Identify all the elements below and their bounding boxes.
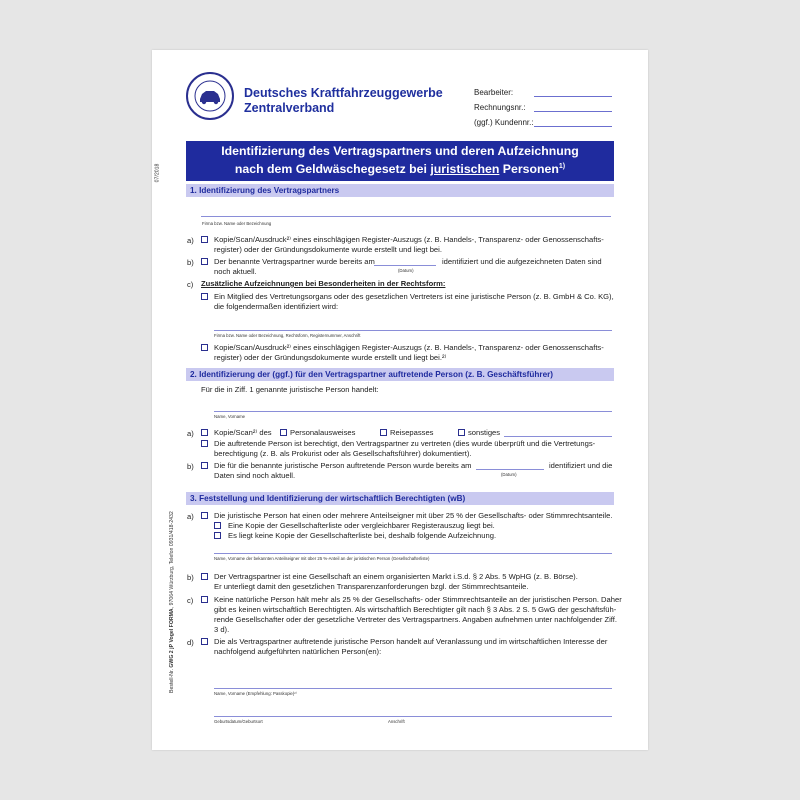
s1-b-letter: b) [187, 258, 194, 267]
s1-a-letter: a) [187, 236, 194, 245]
sonstiges-checkbox[interactable] [458, 429, 465, 436]
s3-d-label2: Geburtsdatum/Geburtsort [214, 719, 263, 724]
s2-opt-sonstiges: sonstiges [468, 428, 501, 437]
s3-a-label: Name, Vorname der bekannten Anteilseigner mit über 25 %-Anteil an der juristischen Person (Gesellschafterliste) [214, 556, 430, 561]
s2-a-letter: a) [187, 429, 194, 438]
s3-d-checkbox[interactable] [201, 638, 208, 645]
s3-a-text: Die juristische Person hat einen oder mehrere Anteilseigner mit über 25 % der Gesellschafts- oder Stimmrechtsanteile. [214, 511, 613, 520]
bearbeiter-label: Bearbeiter: [474, 88, 514, 97]
s3-c-text2: gibt es keinen wirtschaftlich Berechtigten. Als wirtschaftlich Berechtigter gilt nach § 3 Abs. 2 S. 5 GwG der geschäftsfüh- [214, 605, 617, 614]
reisepass-checkbox[interactable] [380, 429, 387, 436]
sonstiges-field[interactable] [504, 436, 612, 437]
rechnungsnr-field[interactable] [534, 111, 612, 112]
zdk-seal-logo [186, 72, 234, 120]
form-sheet [152, 50, 648, 750]
s2-intro: Für die in Ziff. 1 genannte juristische Person handelt: [201, 385, 379, 394]
firma-label: Firma bzw. Name oder Bezeichnung [202, 221, 272, 226]
s3-d-text1: Die als Vertragspartner auftretende juristische Person handelt auf Veranlassung und im wirtschaftlichen Interesse der [214, 637, 608, 646]
form-title-banner [186, 141, 614, 181]
s1-c1-label: Firma bzw. Name oder Bezeichnung, Rechtsform, Registernummer, Anschrift [214, 333, 361, 338]
s1-b-datum-label: (Datum) [398, 268, 414, 273]
s3-a-field[interactable] [214, 553, 612, 554]
s1-b-date-field[interactable] [374, 265, 436, 266]
s1-c2-checkbox[interactable] [201, 344, 208, 351]
s3-b-letter: b) [187, 573, 194, 582]
order-number-sidebar: Bestell-Nr. GWG 2 jP Vogel FORMA, 97064 Würzburg, Telefon 0931/418-2432 [169, 511, 175, 693]
s1-b-text1: Der benannte Vertragspartner wurde bereits am [214, 257, 375, 266]
org-name [244, 86, 443, 116]
s1-c1-field[interactable] [214, 330, 612, 331]
s3-b-checkbox[interactable] [201, 573, 208, 580]
s2-b-date-field[interactable] [476, 469, 544, 470]
s2-b-text1b: identifiziert und die [549, 461, 613, 470]
s1-a-text1: Kopie/Scan/Ausdruck²⁾ eines einschlägigen Register-Auszugs (z. B. Handels-, Transparenz- oder Genossenschafts- [214, 235, 604, 244]
s3-c-checkbox[interactable] [201, 596, 208, 603]
s2-opt-reisepass: Reisepasses [390, 428, 434, 437]
s2-a2-text1: Die auftretende Person ist berechtigt, den Vertragspartner zu vertreten (dies wurde überprüft und die Vertretungs- [214, 439, 596, 448]
s3-d-text2: nachfolgend aufgeführten natürlichen Person(en): [214, 647, 382, 656]
s2-b-text2: Daten sind noch aktuell. [214, 471, 296, 480]
s2-b-checkbox[interactable] [201, 462, 208, 469]
s1-c1-text1: Ein Mitglied des Vertretungsorgans oder des gesetzlichen Vertreters ist eine juristische Person (z. B. GmbH & Co. KG), [214, 292, 614, 301]
s3-d-name-field[interactable] [214, 688, 612, 689]
personalausweis-checkbox[interactable] [280, 429, 287, 436]
s2-b-datum-label: (Datum) [501, 472, 517, 477]
section-1-header: 1. Identifizierung des Vertragspartners [186, 184, 614, 197]
s1-b-text2: noch aktuell. [214, 267, 257, 276]
section-2-header: 2. Identifizierung der (ggf.) für den Vertragspartner auftretende Person (z. B. Geschäftsführer) [186, 368, 614, 381]
s3-d-label1: Name, Vorname (Empfehlung: Passkopie)²⁾ [214, 691, 297, 696]
s1-a-checkbox[interactable] [201, 236, 208, 243]
s3-c-text1: Keine natürliche Person hält mehr als 25 % der Gesellschafts- oder Stimmrechtsanteile an der juristischen Person. Daher [214, 595, 622, 604]
s2-name-field[interactable] [214, 411, 612, 412]
s3-b-text1: Der Vertragspartner ist eine Gesellschaft an einem organisierten Markt i.S.d. § 2 Abs. 5 WpHG (z. B. Börse). [214, 572, 578, 581]
s3-a-sub1-checkbox[interactable] [214, 522, 221, 529]
s3-a-sub1: Eine Kopie der Gesellschafterliste oder vergleichbarer Registerauszug liegt bei. [228, 521, 495, 530]
section-3-header: 3. Feststellung und Identifizierung der wirtschaftlich Berechtigten (wB) [186, 492, 614, 505]
s3-d-geburt-field[interactable] [214, 716, 612, 717]
org-name-line1: Deutsches Kraftfahrzeuggewerbe [244, 86, 443, 100]
rechnungsnr-label: Rechnungsnr.: [474, 103, 526, 112]
s2-a-checkbox[interactable] [201, 429, 208, 436]
s2-b-letter: b) [187, 462, 194, 471]
s1-c1-text2: die folgendermaßen identifiziert wird: [214, 302, 339, 311]
s2-name-label: Name, Vorname [214, 414, 246, 419]
s1-c1-checkbox[interactable] [201, 293, 208, 300]
s1-c2-text2: register) oder der Gründungsdokumente wurde erstellt und liegt bei.²⁾ [214, 353, 447, 362]
s3-d-label3: Anschrift [388, 719, 405, 724]
s2-a2-text2: berechtigung (z. B. als Prokurist oder als Gesellschaftsführer) dokumentiert). [214, 449, 472, 458]
s3-c-text3: rende Gesellschafter oder der gesetzliche Vertreter des Vertragspartners. Angaben aufnehmen unter nachfolgender Ziff. [214, 615, 617, 624]
s2-b-text1: Die für die benannte juristische Person auftretende Person wurde bereits am [214, 461, 472, 470]
s1-c-title: Zusätzliche Aufzeichnungen bei Besonderheiten in der Rechtsform: [201, 279, 446, 288]
s2-a2-checkbox[interactable] [201, 440, 208, 447]
bearbeiter-field[interactable] [534, 96, 612, 97]
title-line2: nach dem Geldwäschegesetz bei juristischen Personen$^{1)}$ [234, 162, 566, 177]
s3-a-sub2-checkbox[interactable] [214, 532, 221, 539]
kundennr-label: (ggf.) Kundennr.: [474, 118, 534, 127]
s1-c2-text1: Kopie/Scan/Ausdruck²⁾ eines einschlägigen Register-Auszugs (z. B. Handels-, Transparenz- oder Genossenschafts- [214, 343, 604, 352]
s3-a-sub2: Es liegt keine Kopie der Gesellschafterliste bei, deshalb folgende Aufzeichnung. [228, 531, 497, 540]
s1-b-text1b: identifiziert und die aufgezeichneten Daten sind [442, 257, 602, 266]
s3-c-letter: c) [187, 596, 194, 605]
org-name-line2: Zentralverband [244, 101, 335, 115]
s3-d-letter: d) [187, 638, 194, 647]
title-line1: Identifizierung des Vertragspartners und deren Aufzeichnung [221, 144, 579, 158]
firma-field[interactable] [201, 216, 611, 217]
s1-a-text2: register) oder der Gründungsdokumente wurde erstellt und liegt bei. [214, 245, 442, 254]
s3-a-letter: a) [187, 512, 194, 521]
edition-date: 07/2018 [154, 163, 161, 183]
kundennr-field[interactable] [534, 126, 612, 127]
s1-c-letter: c) [187, 280, 194, 289]
s2-opt-personalausweis: Personalausweises [290, 428, 356, 437]
s3-a-checkbox[interactable] [201, 512, 208, 519]
s2-a-kopie: Kopie/Scan²⁾ des [214, 428, 272, 437]
s3-c-text4: 3 d). [214, 625, 230, 634]
s1-b-checkbox[interactable] [201, 258, 208, 265]
s3-b-text2: Er unterliegt damit den gesetzlichen Transparenzanforderungen bzgl. der Stimmrechtsanteile. [214, 582, 529, 591]
